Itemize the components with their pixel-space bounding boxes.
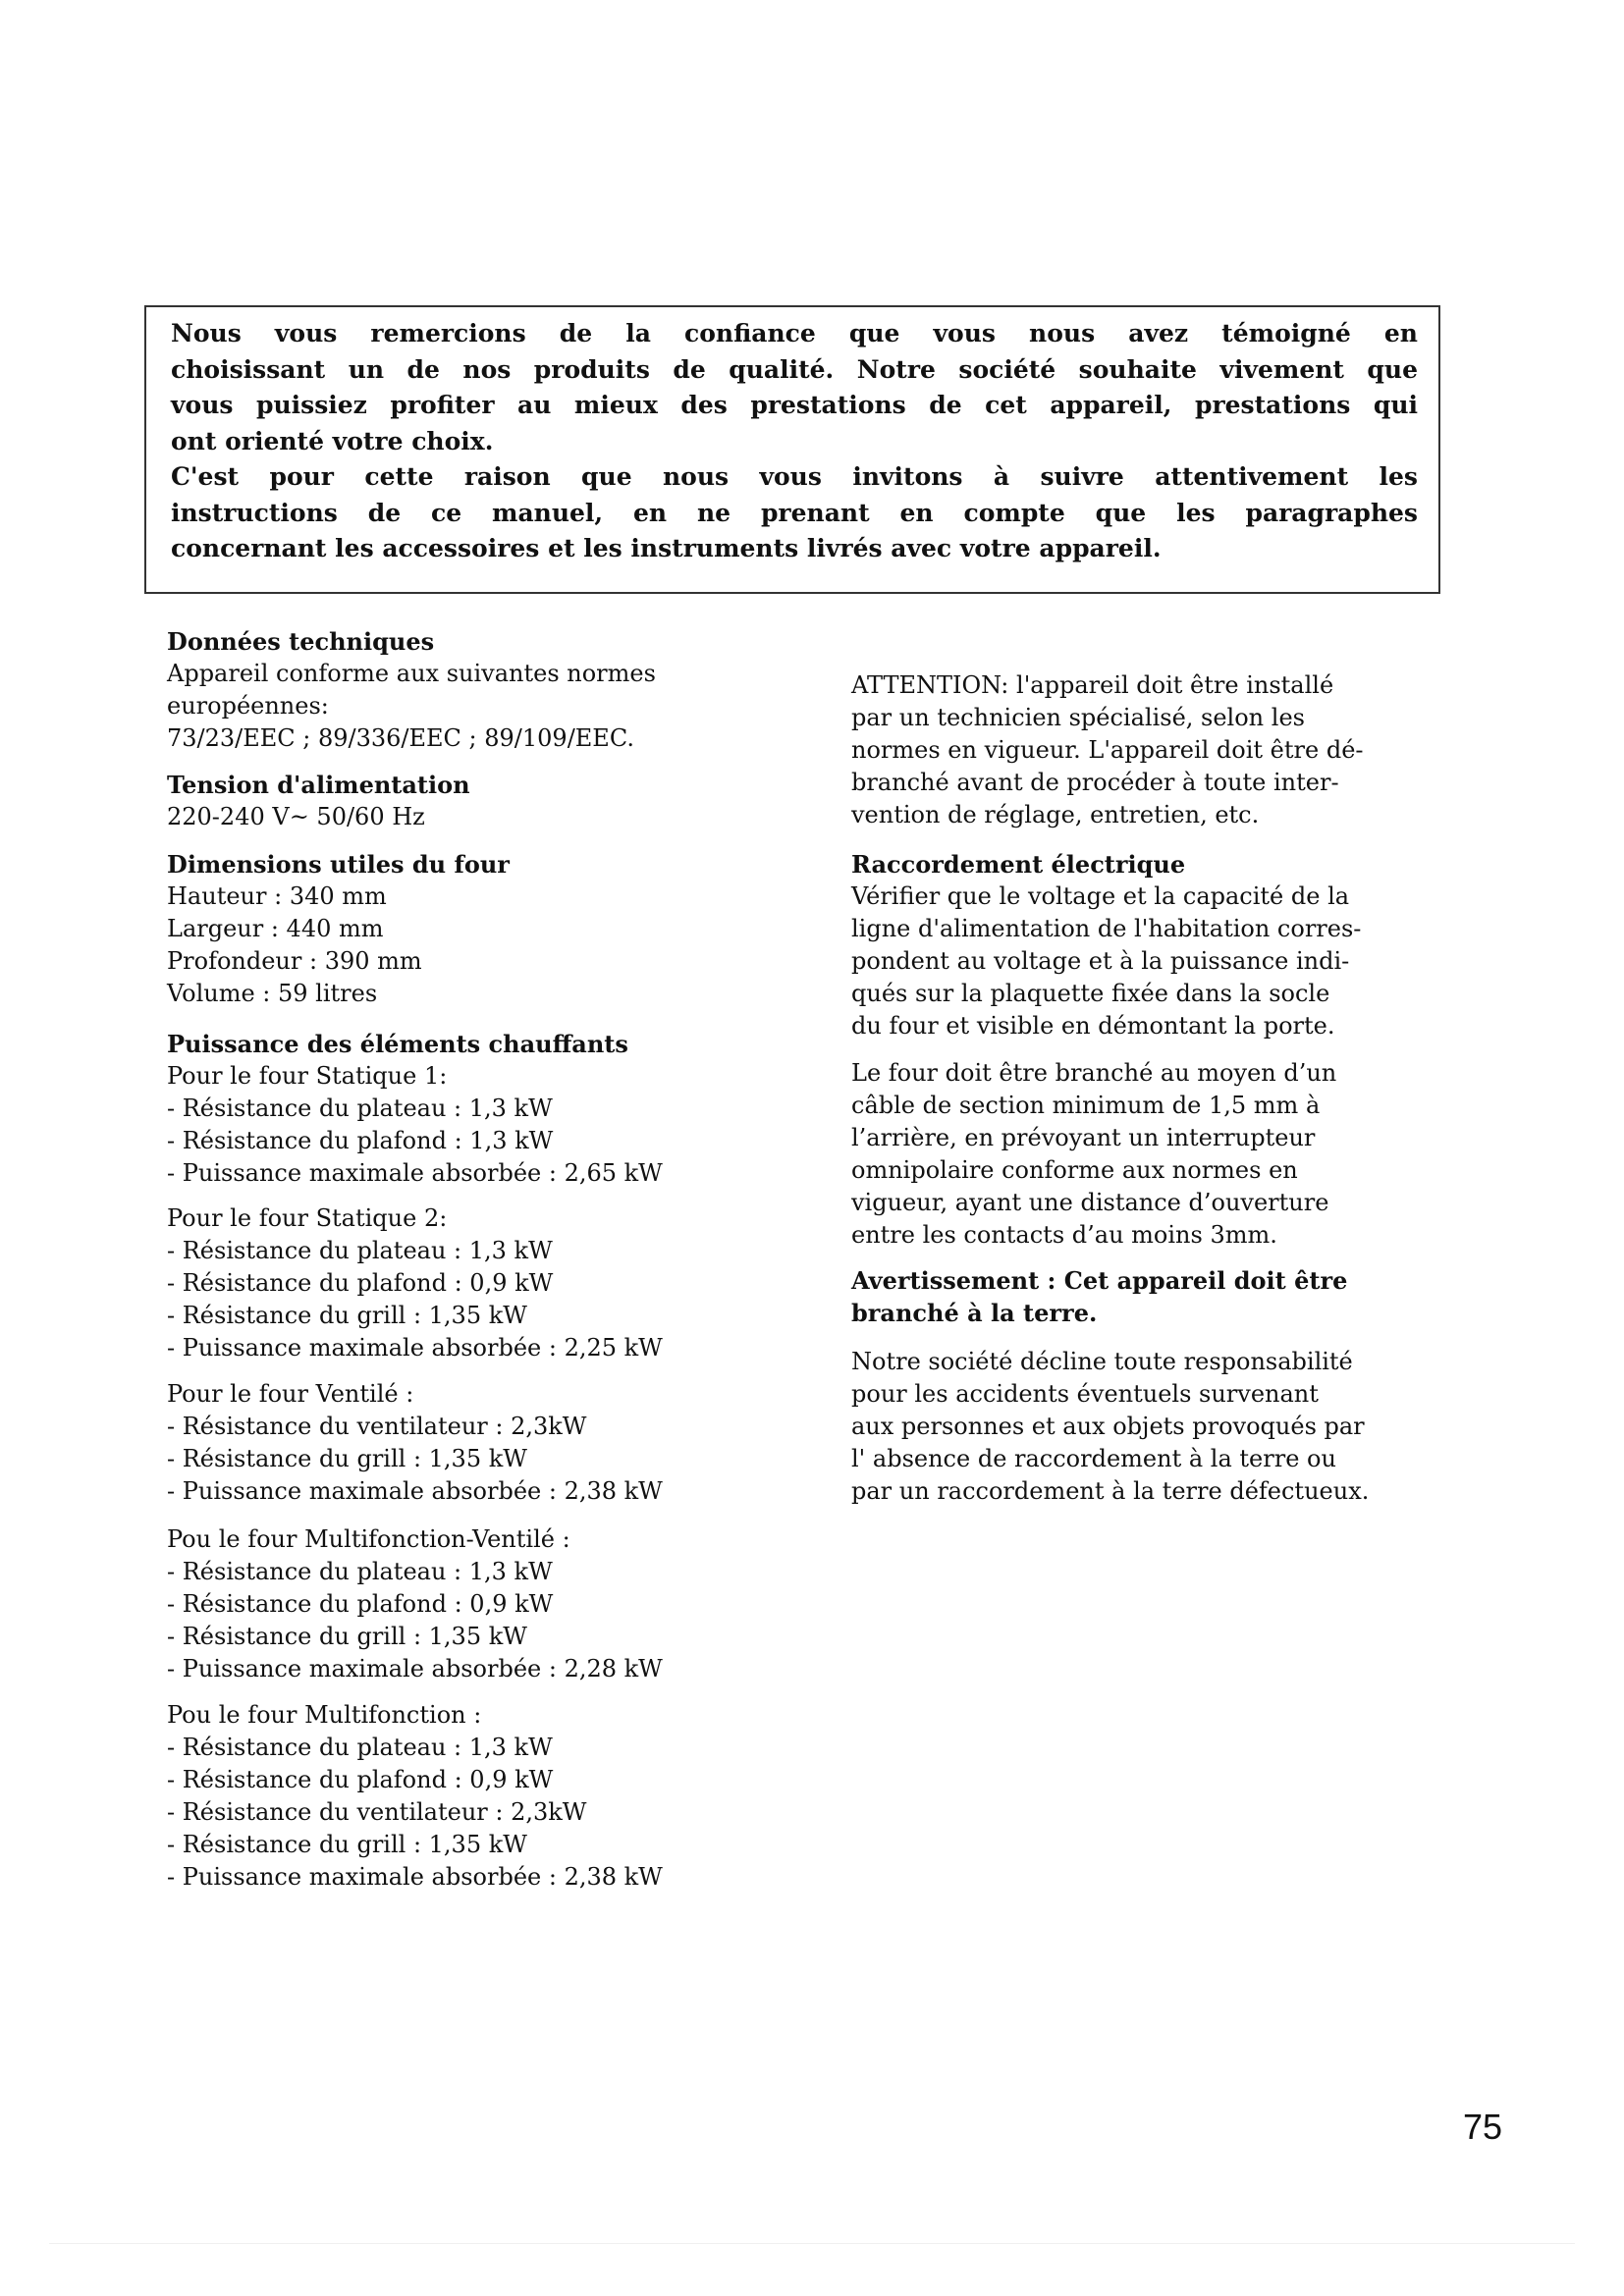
text-line: - Puissance maximale absorbée : 2,38 kW (167, 1863, 663, 1891)
text-line: branché avant de procéder à toute inter- (851, 769, 1339, 796)
text-line: Hauteur : 340 mm (167, 882, 387, 910)
text-line: normes en vigueur. L'appareil doit être dé- (851, 736, 1364, 764)
section-donnees-techniques (167, 625, 656, 755)
text-line: - Résistance du grill : 1,35 kW (167, 1445, 527, 1472)
text-line: Pour le four Ventilé : (167, 1380, 414, 1408)
text-line: - Résistance du ventilateur : 2,3kW (167, 1413, 587, 1440)
text-line: Vérifier que le voltage et la capacité de la (851, 882, 1350, 910)
section-heading: Données techniques (167, 627, 435, 656)
intro-line: Nous vous remercions de la confiance que vous nous avez témoigné en (171, 319, 1418, 347)
intro-line: C'est pour cette raison que nous vous invitons à suivre attentivement les (171, 462, 1418, 491)
intro-line: vous puissiez profiter au mieux des prestations de cet appareil, prestations qui (171, 391, 1418, 419)
section-responsabilite (851, 1346, 1369, 1508)
text-line: - Résistance du plateau : 1,3 kW (167, 1237, 553, 1264)
text-line: Notre société décline toute responsabilité (851, 1348, 1353, 1375)
section-tension (167, 769, 470, 833)
text-line: - Puissance maximale absorbée : 2,65 kW (167, 1159, 663, 1187)
text-line: câble de section minimum de 1,5 mm à (851, 1092, 1321, 1119)
text-line: européennes: (167, 692, 329, 720)
text-line: - Résistance du plateau : 1,3 kW (167, 1734, 553, 1761)
section-heading: Tension d'alimentation (167, 771, 470, 799)
text-line: entre les contacts d’au moins 3mm. (851, 1221, 1277, 1249)
intro-line: ont orienté votre choix. (171, 426, 494, 455)
warning-line: branché à la terre. (851, 1299, 1098, 1327)
text-line: Pou le four Multifonction-Ventilé : (167, 1525, 570, 1553)
section-heading: Puissance des éléments chauffants (167, 1030, 628, 1058)
text-line: ligne d'alimentation de l'habitation corres- (851, 915, 1362, 942)
intro-line: instructions de ce manuel, en ne prenant en compte que les paragraphes (171, 498, 1418, 527)
text-line: - Résistance du grill : 1,35 kW (167, 1831, 527, 1858)
text-line: - Puissance maximale absorbée : 2,25 kW (167, 1334, 663, 1362)
intro-line: concernant les accessoires et les instruments livrés avec votre appareil. (171, 534, 1162, 562)
text-line: - Résistance du plafond : 0,9 kW (167, 1590, 554, 1618)
text-line: pour les accidents éventuels survenant (851, 1380, 1319, 1408)
text-line: aux personnes et aux objets provoqués par (851, 1413, 1365, 1440)
text-line: ATTENTION: l'appareil doit être installé (851, 671, 1334, 699)
section-heading: Dimensions utiles du four (167, 850, 510, 879)
text-line: Appareil conforme aux suivantes normes (167, 660, 656, 687)
text-line: omnipolaire conforme aux normes en (851, 1156, 1298, 1184)
text-line: Volume : 59 litres (167, 980, 378, 1007)
text-line: pondent au voltage et à la puissance indi- (851, 947, 1350, 975)
text-line: Pour le four Statique 1: (167, 1062, 448, 1090)
text-line: - Résistance du plafond : 0,9 kW (167, 1269, 554, 1297)
section-multifonction-ventile (167, 1523, 663, 1685)
text-line: - Résistance du grill : 1,35 kW (167, 1302, 527, 1329)
intro-text (171, 316, 1418, 567)
text-line: l’arrière, en prévoyant un interrupteur (851, 1124, 1316, 1151)
section-statique-2 (167, 1202, 663, 1364)
section-puissance (167, 1028, 663, 1190)
section-dimensions (167, 848, 510, 1010)
footer-divider (49, 2243, 1575, 2244)
page-number: 75 (1463, 2107, 1503, 2147)
text-line: - Résistance du grill : 1,35 kW (167, 1623, 527, 1650)
text-line: vigueur, ayant une distance d’ouverture (851, 1189, 1329, 1216)
text-line: 73/23/EEC ; 89/336/EEC ; 89/109/EEC. (167, 724, 634, 752)
text-line: Profondeur : 390 mm (167, 947, 422, 975)
section-ventile (167, 1378, 663, 1508)
text-line: - Résistance du ventilateur : 2,3kW (167, 1798, 587, 1826)
text-line: - Puissance maximale absorbée : 2,28 kW (167, 1655, 663, 1682)
section-raccordement (851, 848, 1361, 1042)
text-line: - Puissance maximale absorbée : 2,38 kW (167, 1477, 663, 1505)
section-heading: Raccordement électrique (851, 850, 1186, 879)
section-cable (851, 1057, 1336, 1252)
text-line: - Résistance du plateau : 1,3 kW (167, 1095, 553, 1122)
intro-line: choisissant un de nos produits de qualité. Notre société souhaite vivement que (171, 354, 1418, 384)
warning-line: Avertissement : Cet appareil doit être (851, 1266, 1348, 1295)
text-line: du four et visible en démontant la porte. (851, 1012, 1335, 1040)
text-line: par un technicien spécialisé, selon les (851, 704, 1305, 731)
section-attention (851, 669, 1364, 831)
text-line: vention de réglage, entretien, etc. (851, 801, 1260, 828)
section-multifonction (167, 1699, 663, 1894)
text-line: Pou le four Multifonction : (167, 1701, 482, 1729)
text-line: - Résistance du plafond : 0,9 kW (167, 1766, 554, 1793)
text-line: 220-240 V~ 50/60 Hz (167, 803, 425, 830)
text-line: Largeur : 440 mm (167, 915, 384, 942)
text-line: Le four doit être branché au moyen d’un (851, 1059, 1337, 1087)
text-line: Pour le four Statique 2: (167, 1204, 448, 1232)
section-avertissement (851, 1264, 1347, 1329)
text-line: par un raccordement à la terre défectueux. (851, 1477, 1370, 1505)
text-line: - Résistance du plateau : 1,3 kW (167, 1558, 553, 1585)
text-line: qués sur la plaquette fixée dans la socle (851, 980, 1330, 1007)
text-line: - Résistance du plafond : 1,3 kW (167, 1127, 554, 1154)
text-line: l' absence de raccordement à la terre ou (851, 1445, 1336, 1472)
